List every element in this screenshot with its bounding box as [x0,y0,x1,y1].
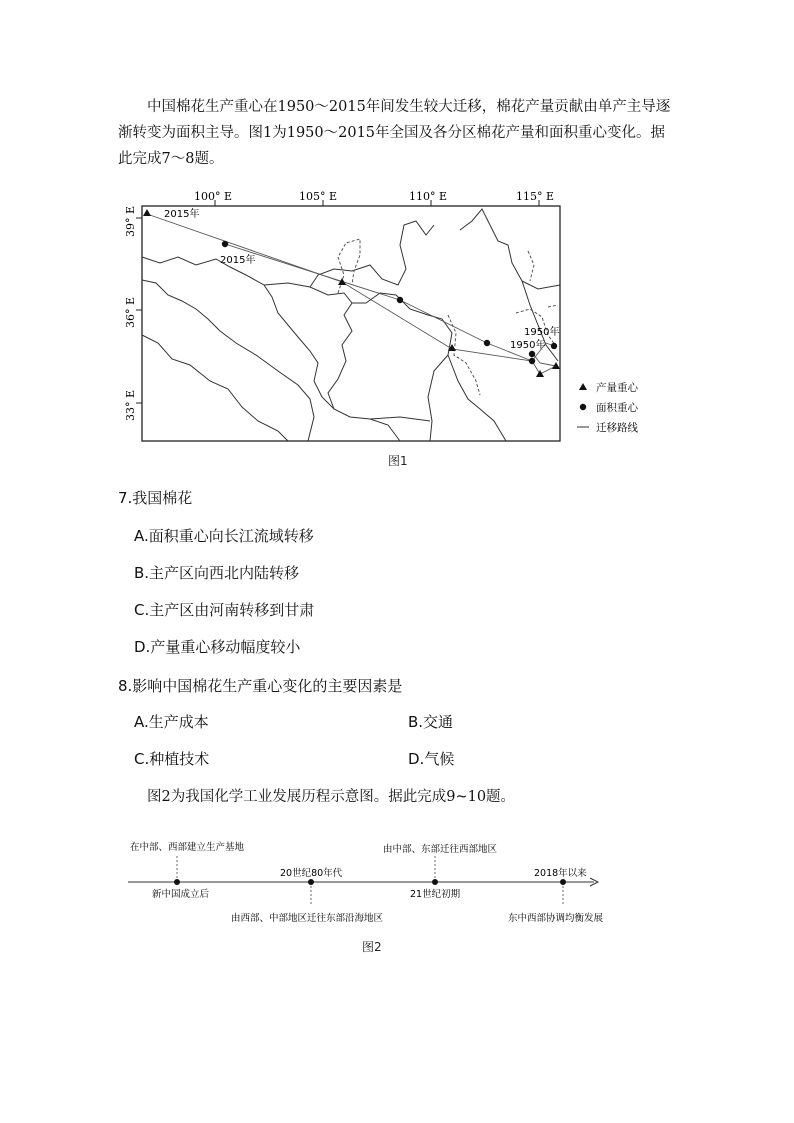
figure-2-caption: 图2 [362,940,382,954]
timeline-label-top-1: 在中部、西部建立生产基地 [130,842,245,853]
year-label-area-1950: 1950年 [510,340,546,351]
timeline-label-bottom-4: 东中西部协调均衡发展 [508,913,604,924]
area-point [484,340,490,346]
timeline-label-bottom-2: 由西部、中部地区迁往东部沿海地区 [231,913,384,924]
map-frame [142,206,560,441]
map-legend [577,381,638,434]
legend-production-label: 产量重心 [596,382,638,394]
year-label-prod-1950: 1950年 [524,327,560,338]
legend-route-label: 迁移路线 [596,422,638,434]
figure-2-timeline [120,830,610,930]
timeline-node [560,879,566,885]
lat-label-33: 33° E [124,389,137,421]
question-7-stem: 7.我国棉花 [118,489,193,507]
figure-1-caption: 图1 [388,454,408,468]
question-7-option-b: B.主产区向西北内陆转移 [134,564,300,582]
area-point [222,241,228,247]
timeline-node [432,879,438,885]
area-point [529,351,535,357]
figure-1-map [124,185,678,470]
year-label-area-2015: 2015年 [220,255,256,266]
timeline-label-top-4: 2018年以来 [534,868,587,879]
timeline-node [174,879,180,885]
intro-paragraph-1: 中国棉花生产重心在1950～2015年间发生较大迁移，棉花产量贡献由单产主导逐渐转变为面积主导。图1为1950～2015年全国及各分区棉花产量和面积重心变化。据此完成7～8题。 [118,99,671,167]
question-7-option-d: D.产量重心移动幅度较小 [134,638,301,656]
area-point [551,343,557,349]
area-point [529,358,535,364]
lon-label-115: 115° E [516,190,555,203]
legend-triangle-icon [579,383,587,390]
question-8-option-c: C.种植技术 [134,750,210,768]
lon-label-105: 105° E [299,190,338,203]
question-7-option-a: A.面积重心向长江流域转移 [134,527,314,545]
timeline-label-top-3: 由中部、东部迁往西部地区 [383,844,498,855]
question-8-option-a: A.生产成本 [134,713,209,731]
question-7-option-c: C.主产区由河南转移到甘肃 [134,601,315,619]
timeline-label-top-2: 20世纪80年代 [280,868,343,879]
legend-dot-icon [580,404,586,410]
lon-label-110: 110° E [409,190,448,203]
question-8-option-d: D.气候 [408,750,455,768]
question-8-stem: 8.影响中国棉花生产重心变化的主要因素是 [118,677,403,695]
timeline-node [308,879,314,885]
lat-label-36: 36° E [124,296,137,328]
legend-area-label: 面积重心 [596,402,638,414]
question-8-option-b: B.交通 [408,713,454,731]
lat-label-39: 39° E [124,205,137,237]
intro-paragraph-2: 图2为我国化学工业发展历程示意图。据此完成9~10题。 [147,789,516,805]
area-point [397,297,403,303]
timeline-label-bottom-1: 新中国成立后 [152,889,210,900]
lon-label-100: 100° E [194,190,233,203]
timeline-label-bottom-3: 21世纪初期 [410,889,461,900]
year-label-prod-2015: 2015年 [164,209,200,220]
